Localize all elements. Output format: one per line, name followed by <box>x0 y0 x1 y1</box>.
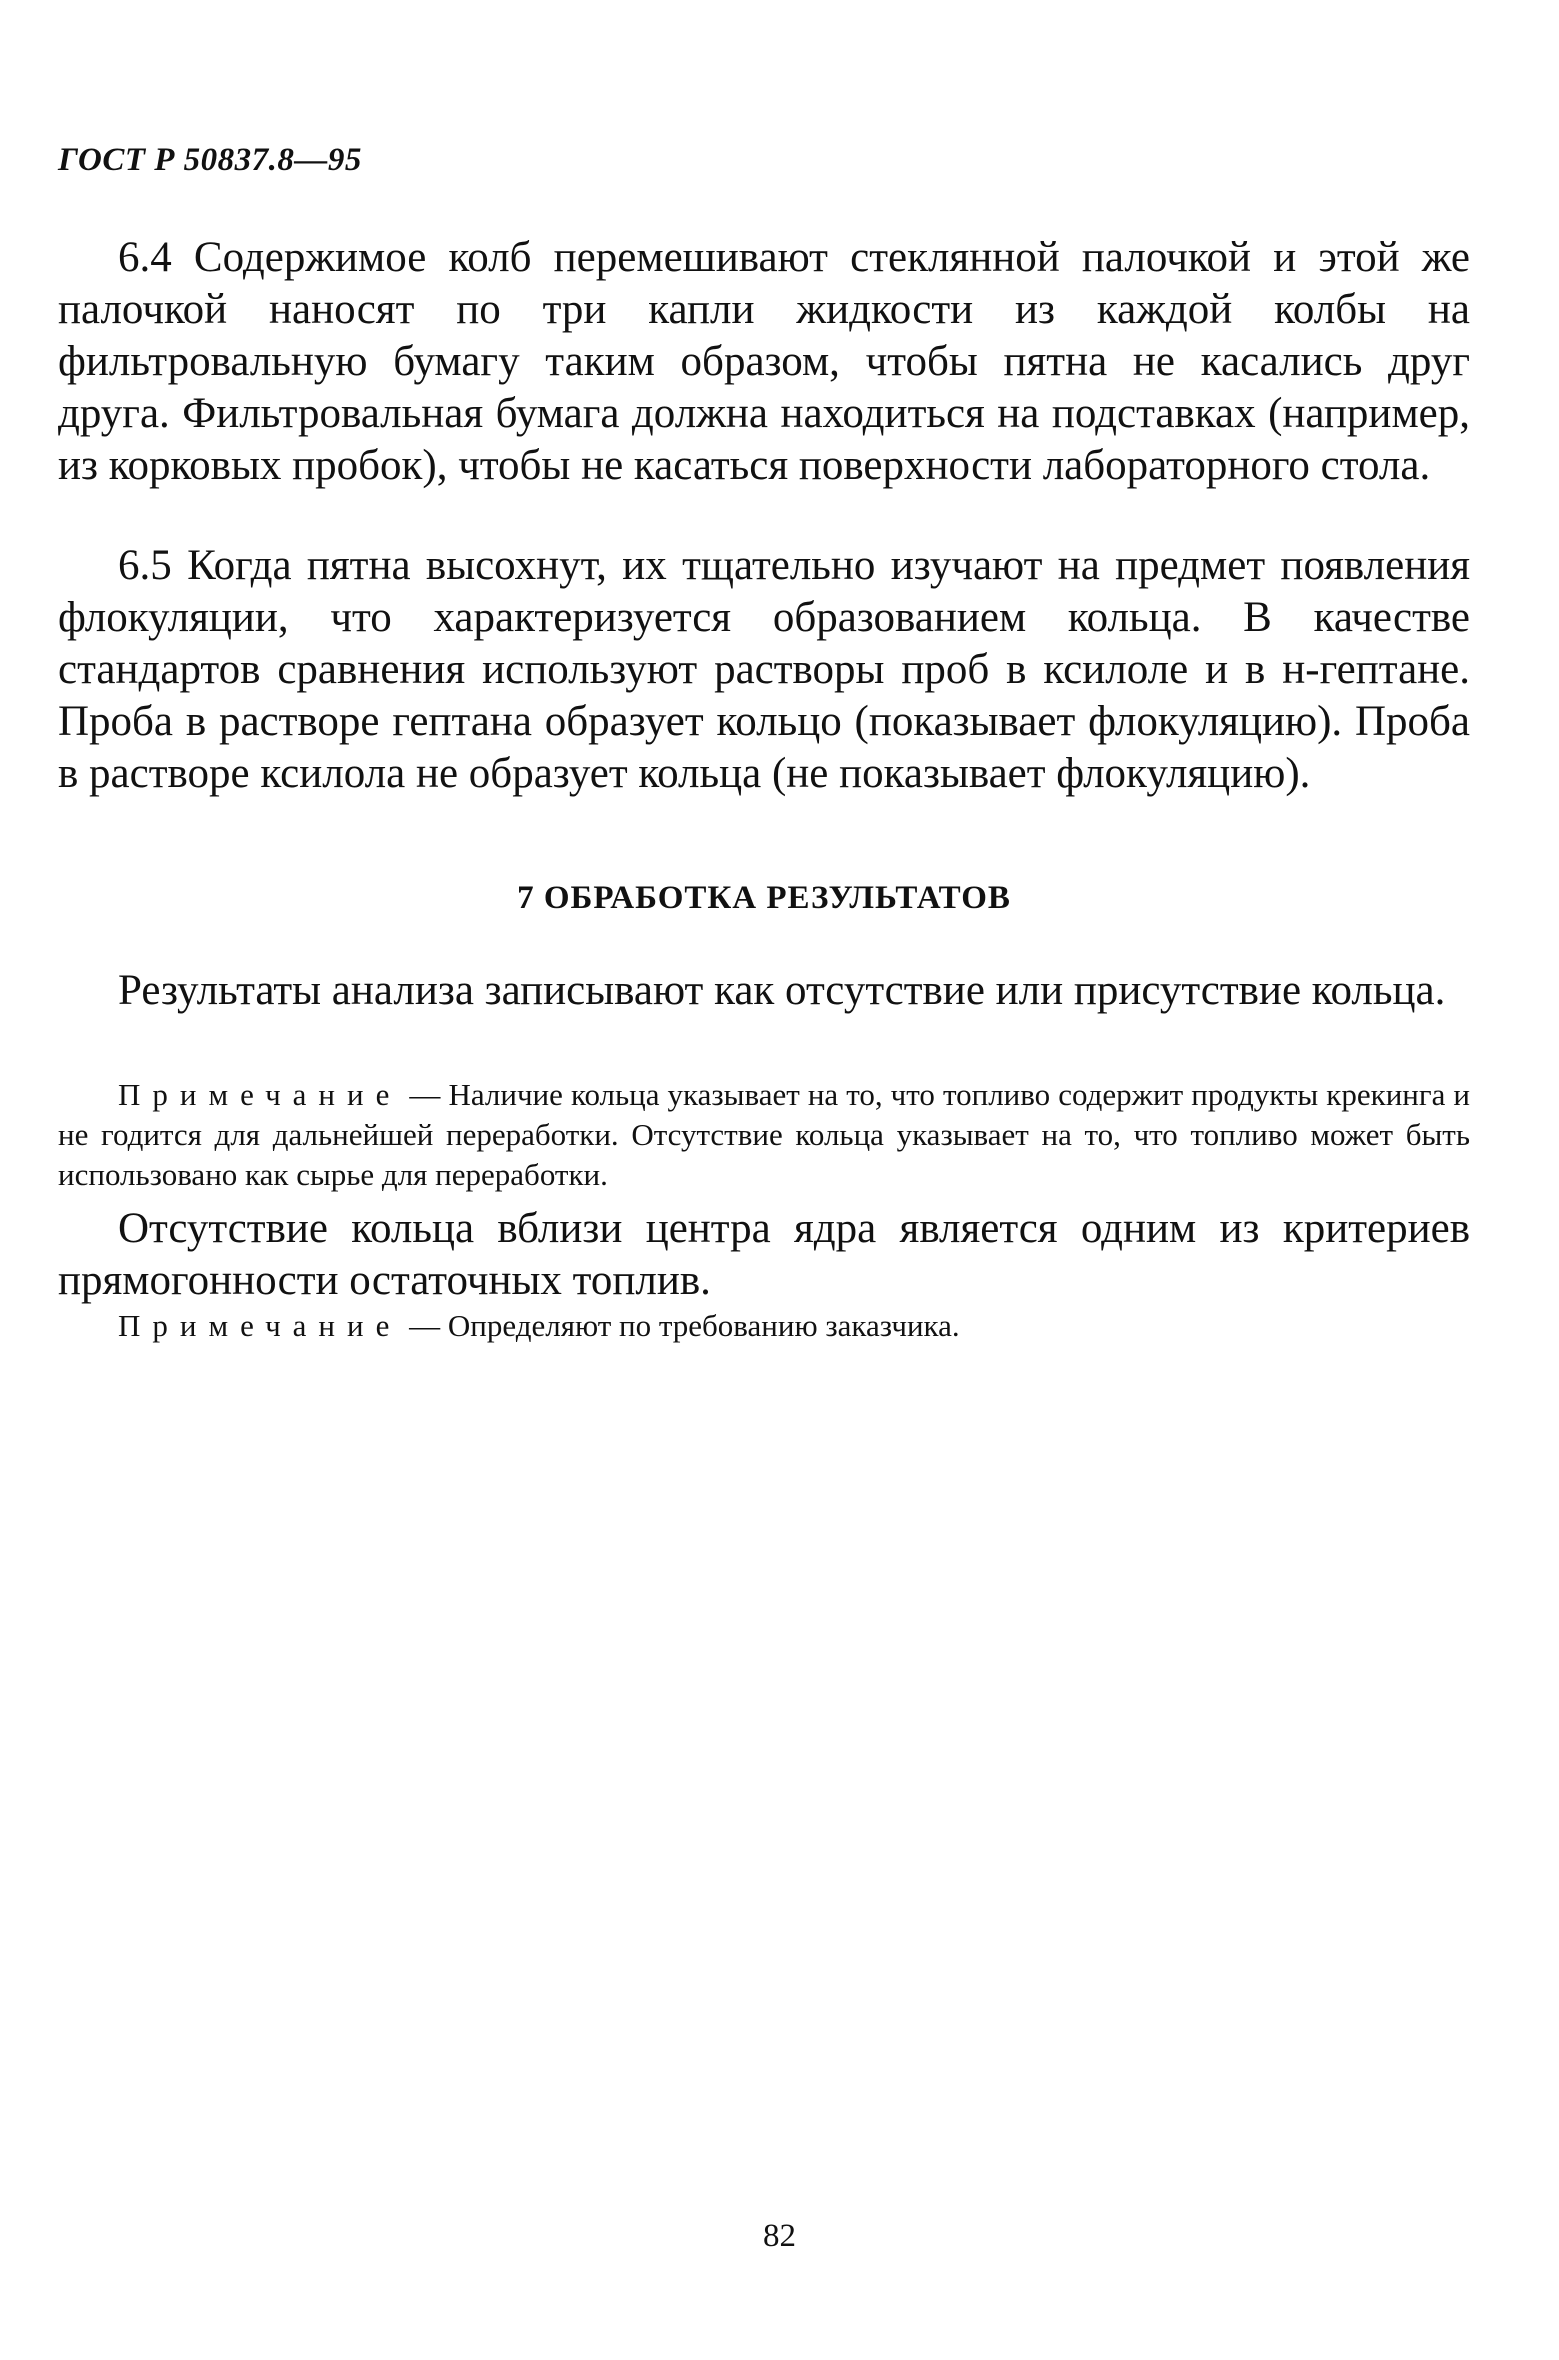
criteria-text: Отсутствие кольца вблизи центра ядра является одним из критериев прямогонности остаточных топлив. <box>58 1205 1470 1304</box>
paragraph-6-5 <box>58 540 1470 800</box>
note-1-label: Примечание <box>118 1077 402 1112</box>
section-heading-7: 7 ОБРАБОТКА РЕЗУЛЬТАТОВ <box>517 880 1011 916</box>
paragraph-6-5-text: 6.5 Когда пятна высохнут, их тщательно изучают на предмет появления флокуляции, что характеризуется образованием кольца. В качестве стандартов сравнения используют растворы проб в ксилоле и в н-гептане. Проба в растворе гептана образует кольцо (показывает флокуляцию). Проба в растворе ксилола не образует кольца (не показывает флокуляцию). <box>58 542 1470 797</box>
note-2-text: — Определяют по требованию заказчика. <box>401 1308 960 1343</box>
note-2-label: Примечание <box>118 1308 402 1343</box>
document-header: ГОСТ Р 50837.8—95 <box>58 142 362 178</box>
paragraph-6-4-text: 6.4 Содержимое колб перемешивают стеклянной палочкой и этой же палочкой наносят по три капли жидкости из каждой колбы на фильтровальную бумагу таким образом, чтобы пятна не касались друг друга. Фильтровальная бумага должна находиться на подставках (например, из корковых пробок), чтобы не касаться поверхности лабораторного стола. <box>58 234 1470 489</box>
results-text: Результаты анализа записывают как отсутствие или присутствие кольца. <box>118 967 1446 1014</box>
results-paragraph <box>58 965 1470 1017</box>
criteria-paragraph <box>58 1203 1470 1307</box>
page-number: 82 <box>763 2218 796 2254</box>
note-2 <box>58 1306 1470 1346</box>
note-1 <box>58 1075 1470 1195</box>
paragraph-6-4 <box>58 232 1470 492</box>
note-1-text: — Наличие кольца указывает на то, что топливо содержит продукты крекинга и не годится для дальнейшей переработки. Отсутствие кольца указывает на то, что топливо может быть использовано как сырье для переработки. <box>58 1077 1470 1192</box>
